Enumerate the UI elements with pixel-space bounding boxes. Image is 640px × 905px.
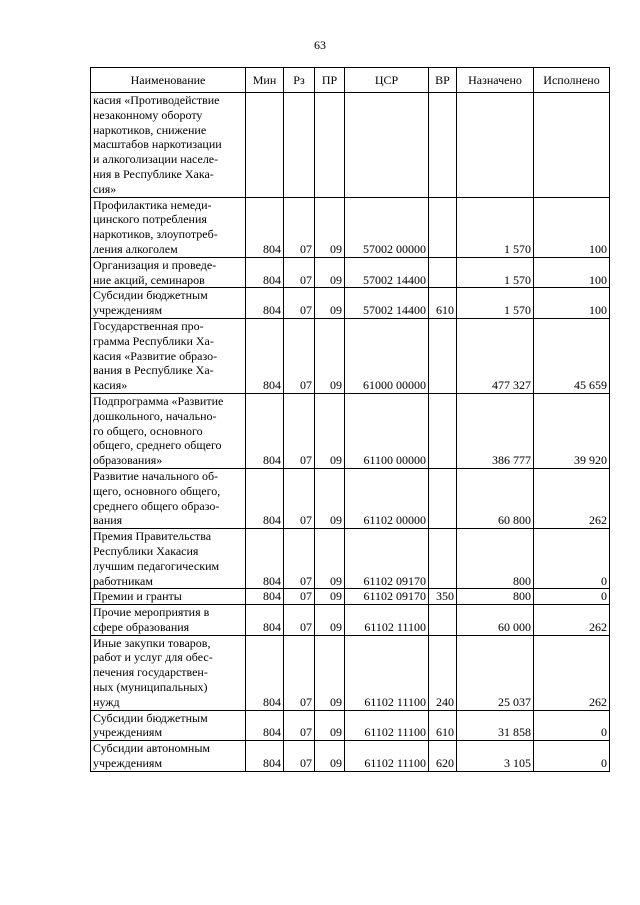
cell-csr: 61102 11100 (345, 605, 429, 636)
cell-rz: 07 (284, 741, 315, 772)
page-number: 63 (314, 38, 326, 52)
cell-pr: 09 (315, 393, 345, 468)
cell-assigned: 1 570 (457, 197, 534, 257)
cell-csr: 61000 00000 (345, 318, 429, 393)
cell-min: 804 (246, 318, 284, 393)
cell-rz: 07 (284, 710, 315, 741)
cell-rz: 07 (284, 197, 315, 257)
cell-executed: 100 (534, 197, 610, 257)
cell-min: 804 (246, 589, 284, 605)
cell-name: Прочие мероприятия в сфере образования (91, 605, 246, 636)
cell-csr: 61102 11100 (345, 741, 429, 772)
table-row (91, 197, 610, 257)
cell-pr: 09 (315, 318, 345, 393)
cell-rz: 07 (284, 605, 315, 636)
cell-vr: 350 (429, 589, 457, 605)
cell-name: Субсидии автономным учреждениям (91, 741, 246, 772)
table-row (91, 288, 610, 319)
cell-executed: 100 (534, 288, 610, 319)
cell-executed: 39 920 (534, 393, 610, 468)
cell-executed: 45 659 (534, 318, 610, 393)
cell-name: Организация и проведе- ние акций, семинаров (91, 257, 246, 288)
cell-vr: 620 (429, 741, 457, 772)
cell-vr (429, 605, 457, 636)
header-rz: Рз (284, 68, 315, 93)
cell-executed: 0 (534, 529, 610, 589)
cell-vr: 610 (429, 710, 457, 741)
cell-csr: 61102 11100 (345, 710, 429, 741)
cell-rz: 07 (284, 318, 315, 393)
cell-assigned: 60 000 (457, 605, 534, 636)
cell-rz: 07 (284, 393, 315, 468)
table-row (91, 93, 610, 198)
table-row (91, 605, 610, 636)
cell-vr (429, 197, 457, 257)
table-row (91, 710, 610, 741)
cell-executed: 262 (534, 605, 610, 636)
cell-vr (429, 529, 457, 589)
cell-rz: 07 (284, 529, 315, 589)
cell-executed: 262 (534, 468, 610, 528)
cell-csr: 57002 14400 (345, 288, 429, 319)
cell-name: касия «Противодействие незаконному обороту наркотиков, снижение масштабов наркотизации и алкоголизации населе- ния в Республике Хака- сия» (91, 93, 246, 198)
cell-pr: 09 (315, 741, 345, 772)
cell-vr (429, 393, 457, 468)
cell-csr: 61102 09170 (345, 589, 429, 605)
cell-csr: 61100 00000 (345, 393, 429, 468)
cell-assigned: 31 858 (457, 710, 534, 741)
cell-min: 804 (246, 257, 284, 288)
cell-name: Субсидии бюджетным учреждениям (91, 288, 246, 319)
table-row (91, 393, 610, 468)
header-assigned: Назначено (457, 68, 534, 93)
cell-executed: 262 (534, 635, 610, 710)
cell-name: Профилактика немеди- цинского потребления наркотиков, злоупотреб- ления алкоголем (91, 197, 246, 257)
cell-min: 804 (246, 468, 284, 528)
cell-vr (429, 468, 457, 528)
cell-pr: 09 (315, 257, 345, 288)
header-vr: ВР (429, 68, 457, 93)
cell-rz: 07 (284, 589, 315, 605)
cell-assigned: 60 800 (457, 468, 534, 528)
cell-vr (429, 318, 457, 393)
cell-executed: 100 (534, 257, 610, 288)
cell-csr: 61102 09170 (345, 529, 429, 589)
table-row (91, 529, 610, 589)
cell-assigned: 800 (457, 589, 534, 605)
cell-vr: 610 (429, 288, 457, 319)
cell-rz: 07 (284, 635, 315, 710)
table-row (91, 635, 610, 710)
cell-pr: 09 (315, 197, 345, 257)
table-row (91, 589, 610, 605)
cell-executed: 0 (534, 589, 610, 605)
table-header-row (91, 68, 610, 93)
cell-min: 804 (246, 393, 284, 468)
cell-name: Государственная про- грамма Республики Ха- касия «Развитие образо- вания в Республике Ха- касия» (91, 318, 246, 393)
cell-name: Премия Правительства Республики Хакасия лучшим педагогическим работникам (91, 529, 246, 589)
cell-rz (284, 93, 315, 198)
cell-min: 804 (246, 197, 284, 257)
cell-assigned: 25 037 (457, 635, 534, 710)
cell-min: 804 (246, 710, 284, 741)
cell-rz: 07 (284, 288, 315, 319)
cell-assigned (457, 93, 534, 198)
budget-table (90, 67, 610, 772)
cell-vr (429, 257, 457, 288)
header-pr: ПР (315, 68, 345, 93)
table-row (91, 468, 610, 528)
cell-pr: 09 (315, 288, 345, 319)
cell-assigned: 1 570 (457, 288, 534, 319)
cell-assigned: 3 105 (457, 741, 534, 772)
cell-rz: 07 (284, 468, 315, 528)
cell-vr (429, 93, 457, 198)
cell-csr: 61102 00000 (345, 468, 429, 528)
table-row (91, 318, 610, 393)
cell-name: Иные закупки товаров, работ и услуг для обес- печения государствен- ных (муниципальных) нужд (91, 635, 246, 710)
cell-min: 804 (246, 288, 284, 319)
cell-vr: 240 (429, 635, 457, 710)
cell-name: Премии и гранты (91, 589, 246, 605)
cell-pr (315, 93, 345, 198)
cell-csr: 61102 11100 (345, 635, 429, 710)
cell-assigned: 800 (457, 529, 534, 589)
cell-min: 804 (246, 635, 284, 710)
cell-pr: 09 (315, 710, 345, 741)
cell-executed: 0 (534, 741, 610, 772)
cell-name: Подпрограмма «Развитие дошкольного, начально- го общего, основного общего, среднего общего образования» (91, 393, 246, 468)
header-csr: ЦСР (345, 68, 429, 93)
cell-name: Развитие начального об- щего, основного общего, среднего общего образо- вания (91, 468, 246, 528)
cell-pr: 09 (315, 635, 345, 710)
cell-pr: 09 (315, 468, 345, 528)
cell-min: 804 (246, 529, 284, 589)
cell-csr: 57002 14400 (345, 257, 429, 288)
cell-min: 804 (246, 605, 284, 636)
cell-pr: 09 (315, 605, 345, 636)
table-row (91, 257, 610, 288)
header-executed: Исполнено (534, 68, 610, 93)
cell-csr (345, 93, 429, 198)
cell-min: 804 (246, 741, 284, 772)
header-min: Мин (246, 68, 284, 93)
table-row (91, 741, 610, 772)
cell-executed: 0 (534, 710, 610, 741)
cell-assigned: 1 570 (457, 257, 534, 288)
cell-name: Субсидии бюджетным учреждениям (91, 710, 246, 741)
cell-executed (534, 93, 610, 198)
cell-min (246, 93, 284, 198)
table-body (91, 93, 610, 772)
header-name: Наименование (91, 68, 246, 93)
cell-assigned: 477 327 (457, 318, 534, 393)
cell-pr: 09 (315, 529, 345, 589)
cell-pr: 09 (315, 589, 345, 605)
cell-csr: 57002 00000 (345, 197, 429, 257)
cell-rz: 07 (284, 257, 315, 288)
cell-assigned: 386 777 (457, 393, 534, 468)
